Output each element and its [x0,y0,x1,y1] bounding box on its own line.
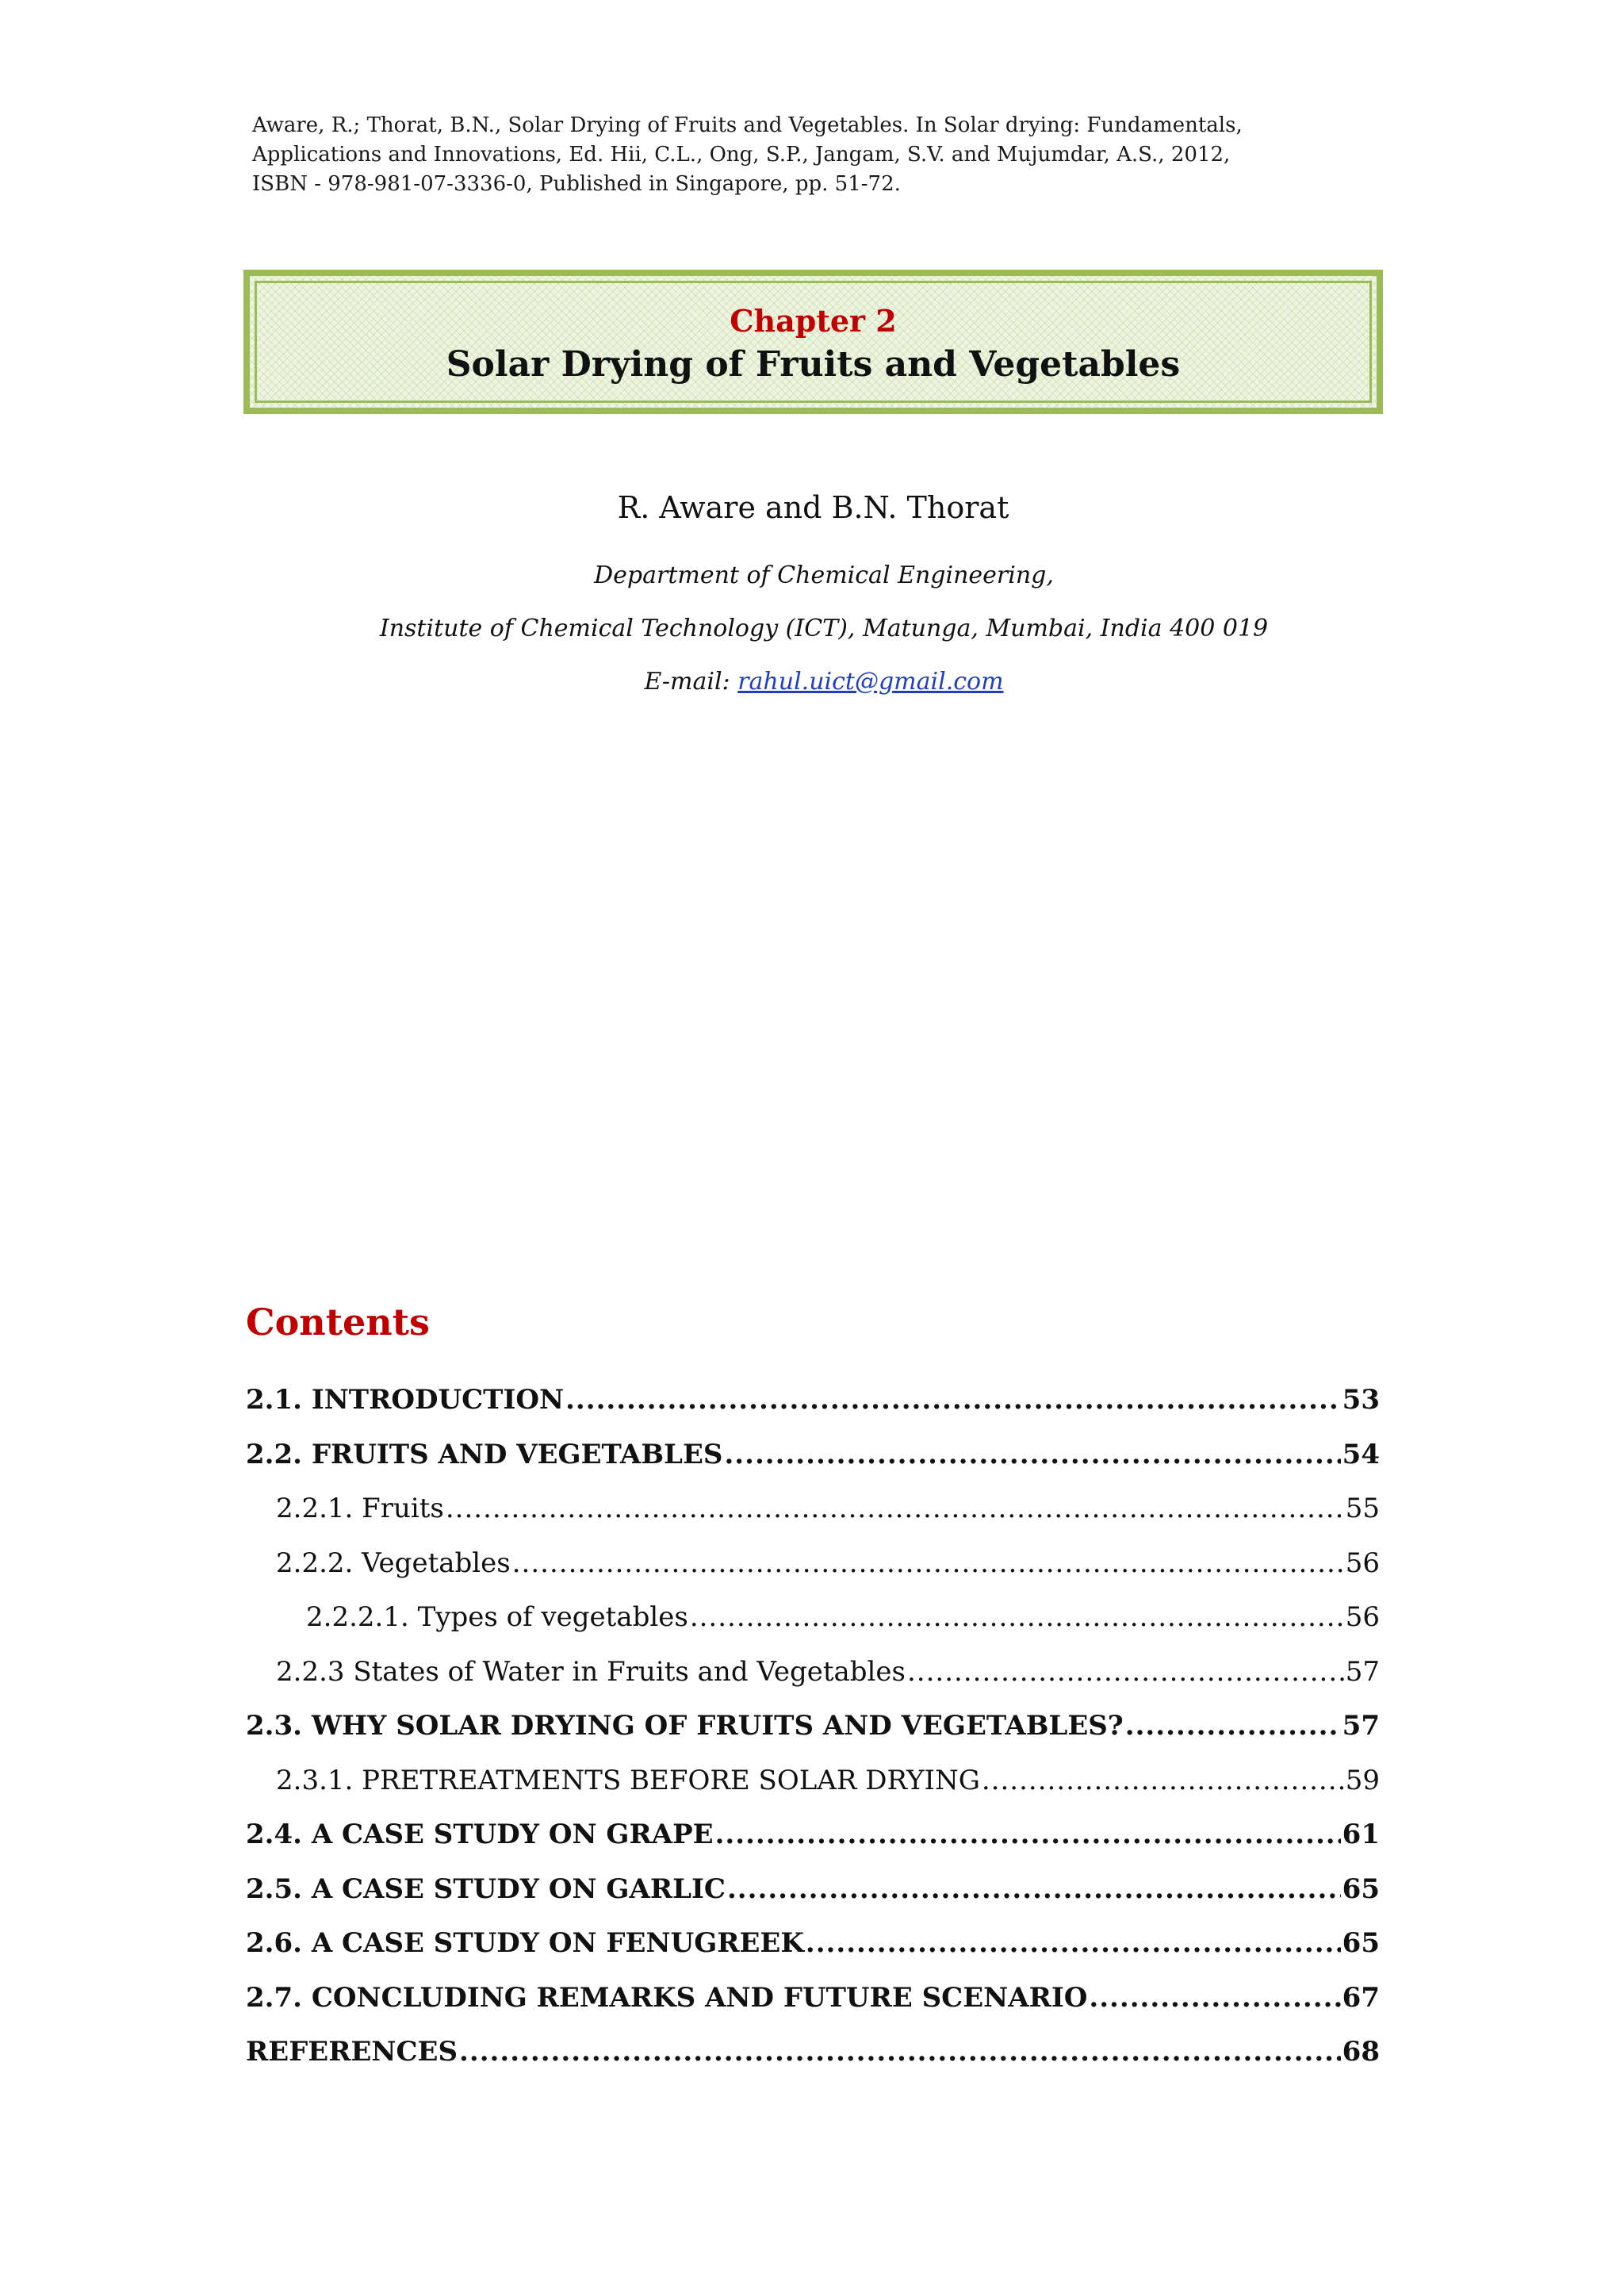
citation-block [252,111,1378,199]
toc-leader-dots [724,1439,1340,1470]
toc-leader-dots [1125,1710,1341,1742]
toc-entry-title: 2.2. FRUITS AND VEGETABLES [246,1438,723,1470]
citation-line: ISBN - 978-981-07-3336-0, Published in Singapore, pp. 51-72. [252,172,901,196]
toc-entry[interactable] [246,1873,1380,1928]
toc-entry-title: 2.7. CONCLUDING REMARKS AND FUTURE SCENARIO [246,1981,1088,2014]
authors: R. Aware and B.N. Thorat [617,490,1009,525]
toc-leader-dots [565,1384,1341,1416]
toc-leader-dots [907,1656,1344,1688]
chapter-title: Solar Drying of Fruits and Vegetables [446,344,1181,385]
toc-entry-title: 2.2.3 States of Water in Fruits and Vegetables [276,1655,906,1688]
toc-entry-page: 57 [1342,1710,1380,1742]
toc-entry[interactable] [246,2036,1380,2091]
toc-entry[interactable] [246,1710,1380,1765]
toc-entry[interactable] [246,1765,1380,1819]
toc-leader-dots [806,1927,1341,1959]
citation-line: Aware, R.; Thorat, B.N., Solar Drying of Fruits and Vegetables. In Solar drying: Fundamentals, [252,113,1243,137]
affiliation-institute: Institute of Chemical Technology (ICT), Matunga, Mumbai, India 400 019 [379,615,1269,642]
toc-entry[interactable] [246,1656,1380,1711]
toc-entry[interactable] [246,1384,1380,1439]
toc-entry-page: 67 [1342,1981,1380,2014]
toc-entry[interactable] [246,1601,1380,1656]
toc-entry[interactable] [246,1819,1380,1873]
contents-heading: Contents [246,1301,430,1343]
toc-entry[interactable] [246,1493,1380,1547]
table-of-contents [246,1384,1380,2091]
toc-leader-dots [690,1601,1344,1633]
toc-entry-title: 2.3.1. PRETREATMENTS BEFORE SOLAR DRYING [276,1764,980,1796]
toc-leader-dots [982,1765,1344,1796]
email-label: E-mail: [644,668,738,696]
toc-entry-title: 2.4. A CASE STUDY ON GRAPE [246,1819,714,1850]
toc-leader-dots [446,1493,1344,1524]
toc-entry-page: 53 [1342,1384,1380,1416]
toc-entry-title: 2.1. INTRODUCTION [246,1384,565,1416]
toc-leader-dots [512,1547,1344,1579]
toc-entry[interactable] [246,1547,1380,1602]
toc-entry-page: 61 [1342,1819,1380,1850]
toc-entry-title: 2.2.1. Fruits [276,1493,444,1524]
toc-entry-page: 57 [1345,1655,1380,1688]
toc-leader-dots [715,1819,1341,1850]
affiliation-department: Department of Chemical Engineering, [594,562,1054,589]
toc-entry-page: 55 [1345,1493,1380,1524]
toc-entry-title: 2.6. A CASE STUDY ON FENUGREEK [246,1927,804,1959]
email-link[interactable]: rahul.uict@gmail.com [737,668,1004,696]
toc-entry-page: 54 [1342,1438,1380,1470]
toc-entry-title: 2.3. WHY SOLAR DRYING OF FRUITS AND VEGETABLES? [246,1710,1124,1742]
toc-entry-page: 56 [1345,1601,1380,1633]
toc-entry-title: 2.2.2.1. Types of vegetables [306,1601,688,1633]
toc-leader-dots [459,2036,1341,2068]
citation-line: Applications and Innovations, Ed. Hii, C.L., Ong, S.P., Jangam, S.V. and Mujumdar, A.S., 2012, [252,143,1231,167]
toc-entry[interactable] [246,1927,1380,1982]
toc-entry-title: 2.2.2. Vegetables [276,1547,511,1579]
toc-entry-page: 56 [1345,1547,1380,1579]
toc-leader-dots [727,1873,1341,1905]
toc-entry-page: 65 [1342,1927,1380,1959]
toc-entry[interactable] [246,1982,1380,2037]
toc-entry-title: 2.5. A CASE STUDY ON GARLIC [246,1872,726,1905]
toc-entry-title: REFERENCES [246,2036,458,2068]
chapter-label: Chapter 2 [730,303,897,339]
toc-entry-page: 65 [1342,1872,1380,1905]
chapter-title-box [243,270,1383,414]
affiliation-email-line [0,668,1624,696]
toc-entry[interactable] [246,1439,1380,1493]
toc-leader-dots [1089,1982,1340,2014]
toc-entry-page: 59 [1345,1764,1380,1796]
toc-entry-page: 68 [1342,2036,1380,2068]
